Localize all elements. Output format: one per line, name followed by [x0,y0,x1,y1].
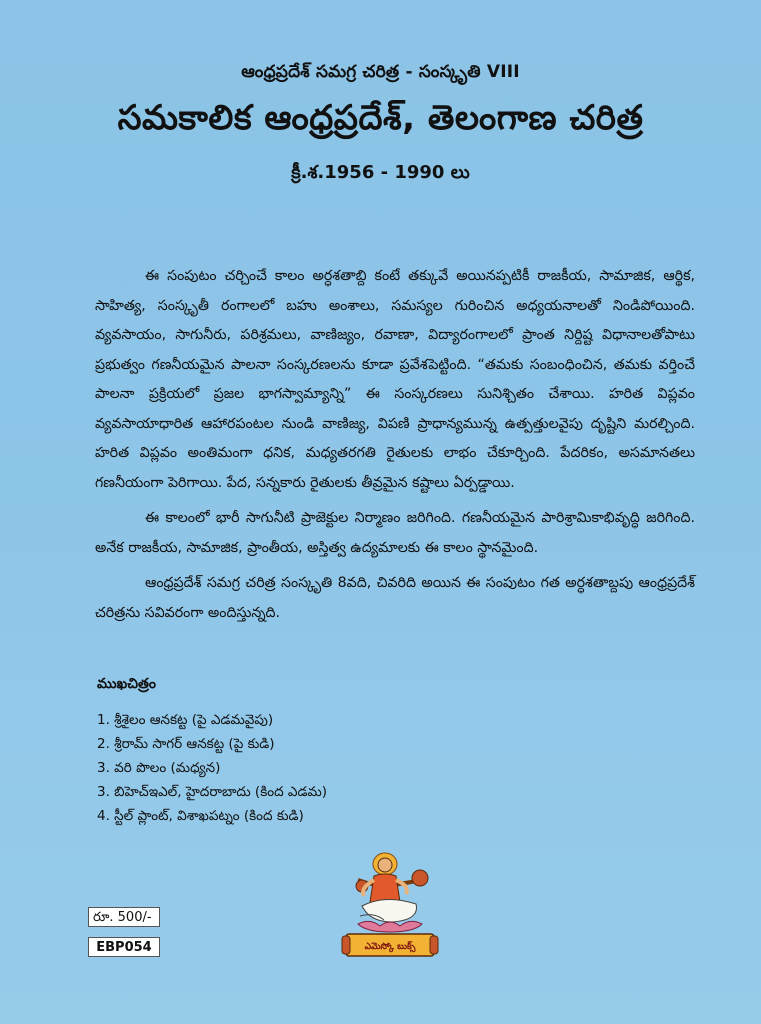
cover-images-heading: ముఖచిత్రం [97,676,156,692]
price-label: రూ. 500/- [88,907,160,927]
period-subtitle: క్రీ.శ.1956 - 1990 లు [291,162,470,183]
blurb [95,262,695,634]
list-item: 1. శ్రీశైలం ఆనకట్ట (పై ఎడమవైపు) [97,712,274,728]
publisher-logo-icon [340,850,440,960]
blurb-paragraph-3: ఆంధ్రప్రదేశ్ సమగ్ర చరిత్ర సంస్కృతి 8వది, చివరిది అయిన ఈ సంపుటం గత అర్ధశతాబ్దపు ఆంధ్రప్రదేశ్ చరిత్రను సవివరంగా అందిస్తున్నది. [95,575,695,621]
publisher-name: ఎమెస్కో బుక్స్ [364,942,416,952]
list-item: 4. స్టీల్ ప్లాంట్, విశాఖపట్నం (కింద కుడి) [97,808,304,824]
cover-images-list [97,708,327,828]
book-code-label: EBP054 [88,937,160,957]
blurb-paragraph-1: ఈ సంపుటం చర్చించే కాలం అర్ధశతాబ్ది కంటే తక్కువే అయినప్పటికీ రాజకీయ, సామాజిక, ఆర్థిక, సాహిత్య, సంస్కృతీ రంగాలలో బహు అంశాలు, సమస్యల గురించిన అధ్యయనాలతో నిండిపోయింది. వ్యవసాయం, సాగునీరు, పరిశ్రమలు, వాణిజ్యం, రవాణా, విద్యారంగాలలో ప్రాంత నిర్దిష్ట విధానాలతోపాటు ప్రభుత్వం గణనీయమైన పాలనా సంస్కరణలను కూడా ప్రవేశపెట్టింది. “తమకు సంబంధించిన, తమకు వర్తించే పాలనా ప్రక్రియలో ప్రజల భాగస్వామ్యాన్ని” ఈ సంస్కరణలు సునిశ్చితం చేశాయి. హరిత విప్లవం వ్యవసాయాధారిత ఆహారపంటల నుండి వాణిజ్య, విపణి ప్రాధాన్యమున్న ఉత్పత్తులవైపు దృష్టిని మరల్చింది. హరిత విప్లవం అంతిమంగా ధనిక, మధ్యతరగతి రైతులకు లాభం చేకూర్చింది. పేదరికం, అసమానతలు గణనీయంగా పెరిగాయి. పేద, సన్నకారు రైతులకు తీవ్రమైన కష్టాలు ఏర్పడ్డాయి. [95,268,695,491]
book-title: సమకాలిక ఆంధ్రప్రదేశ్, తెలంగాణ చరిత్ర [117,98,644,138]
list-item: 3. వరి పొలం (మధ్యన) [97,760,221,776]
list-item: 2. శ్రీరామ్ సాగర్ ఆనకట్ట (పై కుడి) [97,736,275,752]
series-title: ఆంధ్రప్రదేశ్ సమగ్ర చరిత్ర - సంస్కృతి VIII [241,62,520,82]
list-item: 3. బిహెచ్ఇఎల్, హైదరాబాదు (కింద ఎడమ) [97,784,328,800]
blurb-paragraph-2: ఈ కాలంలో భారీ సాగునీటి ప్రాజెక్టుల నిర్మాణం జరిగింది. గణనీయమైన పారిశ్రామికాభివృద్ధి జరిగింది. అనేక రాజకీయ, సామాజిక, ప్రాంతీయ, అస్తిత్వ ఉద్యమాలకు ఈ కాలం స్థానమైంది. [95,510,695,556]
